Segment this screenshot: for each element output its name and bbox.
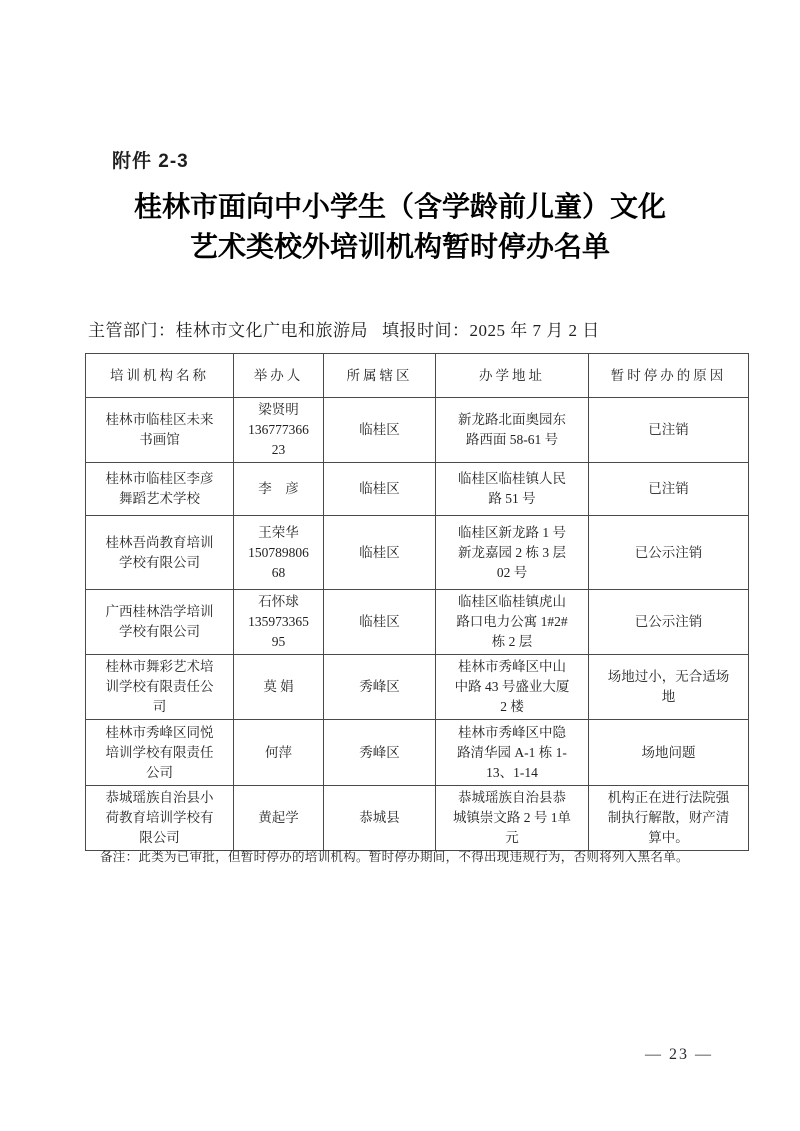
address-cell: 桂林市秀峰区中山中路 43 号盛业大厦 2 楼 xyxy=(436,655,589,720)
institution-name-cell: 桂林吾尚教育培训学校有限公司 xyxy=(86,516,234,590)
district-cell: 临桂区 xyxy=(324,590,436,655)
organizer-name: 莫 娟 xyxy=(263,679,294,694)
institution-name-cell: 广西桂林浩学培训学校有限公司 xyxy=(86,590,234,655)
organizer-name: 何萍 xyxy=(265,744,292,760)
organizer-cell xyxy=(234,463,324,516)
report-time-text: 填报时间：2025 年 7 月 2 日 xyxy=(382,321,600,340)
col-header-district: 所属辖区 xyxy=(324,354,436,398)
organizer-cell xyxy=(234,590,324,655)
district-cell: 秀峰区 xyxy=(324,655,436,720)
organizer-name: 黄起学 xyxy=(258,810,299,825)
page-number: — 23 — xyxy=(645,1046,713,1063)
organizer-cell xyxy=(234,655,324,720)
reason-cell: 机构正在进行法院强制执行解散，财产清算中。 xyxy=(589,786,749,851)
organizer-name: 李 彦 xyxy=(258,481,299,496)
district-cell: 恭城县 xyxy=(324,786,436,851)
organizer-cell xyxy=(234,720,324,786)
note-text: 备注：此类为已审批，但暂时停办的培训机构。暂时停办期间，不得出现违规行为，否则将列入黑名单。 xyxy=(100,850,689,864)
district-cell: 临桂区 xyxy=(324,516,436,590)
col-header-suspension-reason: 暂时停办的原因 xyxy=(589,354,749,398)
address-cell: 临桂区临桂镇虎山路口电力公寓 1#2#栋 2 层 xyxy=(436,590,589,655)
reason-cell: 场地问题 xyxy=(589,720,749,786)
district-cell: 临桂区 xyxy=(324,398,436,463)
document-title xyxy=(0,188,800,268)
institution-name-cell: 桂林市秀峰区同悦培训学校有限责任公司 xyxy=(86,720,234,786)
table-row xyxy=(86,590,749,655)
suspension-table xyxy=(85,353,749,851)
address-cell: 桂林市秀峰区中隐路清华园 A-1 栋 1-13、1-14 xyxy=(436,720,589,786)
title-line-1: 桂林市面向中小学生（含学龄前儿童）文化 xyxy=(133,192,666,223)
title-line-2: 艺术类校外培训机构暂时停办名单 xyxy=(189,232,610,263)
organizer-phone: 13677736623 xyxy=(248,422,309,457)
table-row xyxy=(86,655,749,720)
institution-name-cell: 桂林市舞彩艺术培训学校有限责任公司 xyxy=(86,655,234,720)
table-row xyxy=(86,463,749,516)
district-cell: 临桂区 xyxy=(324,463,436,516)
table-row xyxy=(86,516,749,590)
col-header-institution-name: 培训机构名称 xyxy=(86,354,234,398)
organizer-cell xyxy=(234,786,324,851)
organizer-phone: 15078980668 xyxy=(248,544,309,580)
table-row xyxy=(86,398,749,463)
organizer-name: 梁贤明 xyxy=(258,402,299,417)
col-header-organizer: 举办人 xyxy=(234,354,324,398)
address-cell: 新龙路北面奥园东路西面 58-61 号 xyxy=(436,398,589,463)
reason-cell: 已公示注销 xyxy=(589,516,749,590)
institution-name-cell: 桂林市临桂区李彦舞蹈艺术学校 xyxy=(86,463,234,516)
institution-name-cell: 桂林市临桂区未来书画馆 xyxy=(86,398,234,463)
organizer-phone: 13597336595 xyxy=(248,614,309,649)
reason-cell: 已注销 xyxy=(589,463,749,516)
address-cell: 恭城瑶族自治县恭城镇崇文路 2 号 1单元 xyxy=(436,786,589,851)
address-cell: 临桂区新龙路 1 号新龙嘉园 2 栋 3 层02 号 xyxy=(436,516,589,590)
table-row xyxy=(86,786,749,851)
table-row xyxy=(86,720,749,786)
col-header-address: 办学地址 xyxy=(436,354,589,398)
address-cell: 临桂区临桂镇人民路 51 号 xyxy=(436,463,589,516)
organizer-cell xyxy=(234,516,324,590)
table-header-row xyxy=(86,354,749,398)
reason-cell: 已注销 xyxy=(589,398,749,463)
institution-name-cell: 恭城瑶族自治县小荷教育培训学校有限公司 xyxy=(86,786,234,851)
supervisor-department-text: 主管部门：桂林市文化广电和旅游局 xyxy=(88,321,368,340)
organizer-name: 王荣华 xyxy=(258,524,299,540)
organizer-name: 石怀球 xyxy=(258,594,299,609)
reason-cell: 场地过小，无合适场地 xyxy=(589,655,749,720)
reason-cell: 已公示注销 xyxy=(589,590,749,655)
meta-line xyxy=(88,316,748,341)
attachment-label: 附件 2-3 xyxy=(112,151,189,172)
organizer-cell xyxy=(234,398,324,463)
district-cell: 秀峰区 xyxy=(324,720,436,786)
